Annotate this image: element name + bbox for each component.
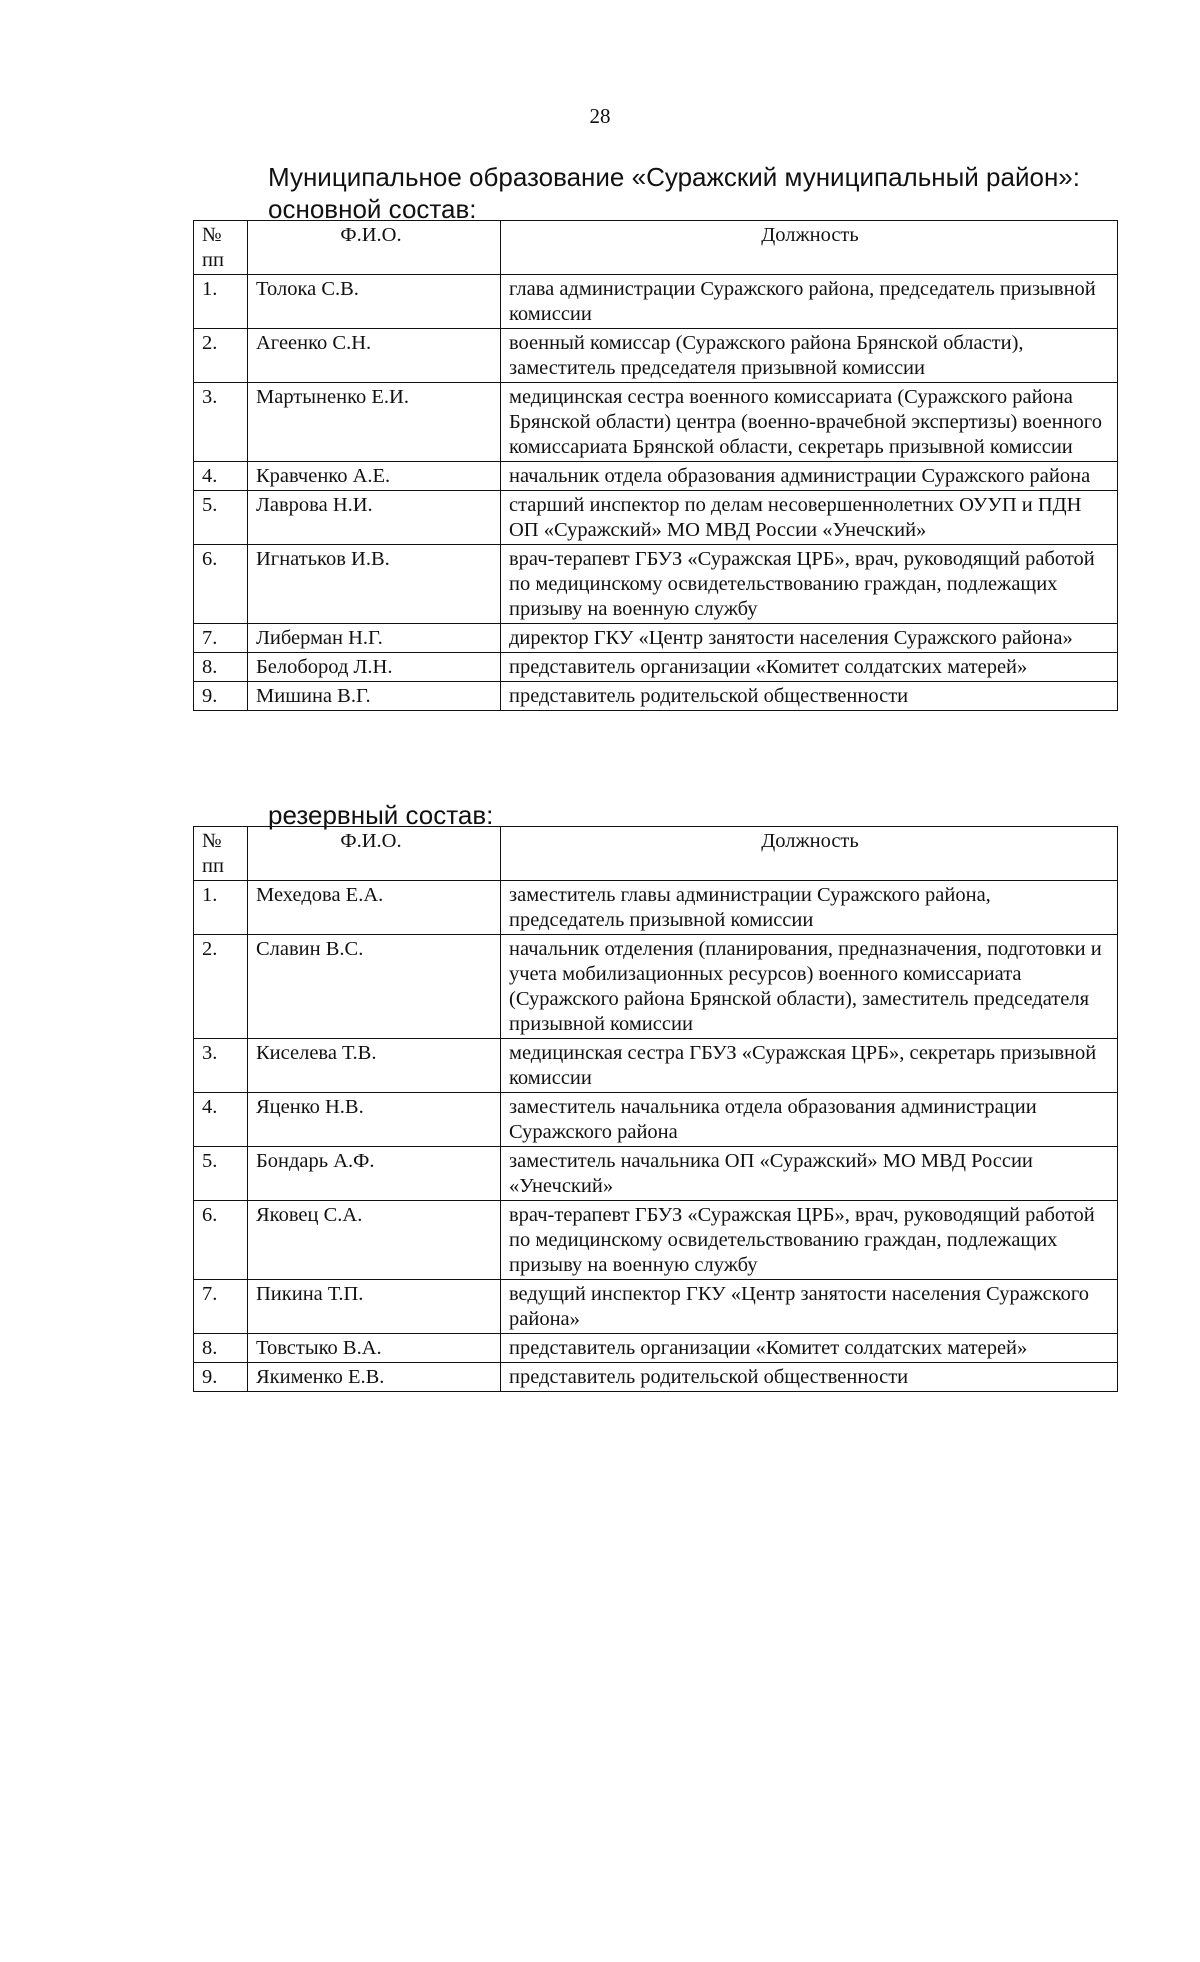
row-number: 3. xyxy=(194,1039,248,1093)
reserve-members-body xyxy=(194,881,1118,1392)
table-row xyxy=(194,275,1118,329)
member-name: Белобород Л.Н. xyxy=(248,653,501,682)
table-row xyxy=(194,682,1118,711)
header-number: № пп xyxy=(194,221,248,275)
table-row xyxy=(194,329,1118,383)
header-position: Должность xyxy=(501,221,1118,275)
row-number: 4. xyxy=(194,1093,248,1147)
member-name: Либерман Н.Г. xyxy=(248,624,501,653)
member-position: директор ГКУ «Центр занятости населения Суражского района» xyxy=(501,624,1118,653)
table-row xyxy=(194,1039,1118,1093)
member-position: медицинская сестра военного комиссариата (Суражского района Брянской области) центра (военно-врачебной экспертизы) военного комиссариата Брянской области, секретарь призывной комиссии xyxy=(501,383,1118,462)
row-number: 4. xyxy=(194,462,248,491)
header-number: № пп xyxy=(194,827,248,881)
member-name: Киселева Т.В. xyxy=(248,1039,501,1093)
table-row xyxy=(194,653,1118,682)
member-name: Якименко Е.В. xyxy=(248,1363,501,1392)
member-position: заместитель начальника отдела образования администрации Суражского района xyxy=(501,1093,1118,1147)
member-name: Славин В.С. xyxy=(248,935,501,1039)
row-number: 5. xyxy=(194,491,248,545)
table-row xyxy=(194,881,1118,935)
member-position: медицинская сестра ГБУЗ «Суражская ЦРБ», секретарь призывной комиссии xyxy=(501,1039,1118,1093)
table-row xyxy=(194,1334,1118,1363)
member-position: заместитель главы администрации Суражского района, председатель призывной комиссии xyxy=(501,881,1118,935)
member-position: врач-терапевт ГБУЗ «Суражская ЦРБ», врач, руководящий работой по медицинскому освидетельствованию граждан, подлежащих призыву на военную службу xyxy=(501,1201,1118,1280)
table-row xyxy=(194,1201,1118,1280)
page-number: 28 xyxy=(589,104,611,128)
member-position: представитель родительской общественности xyxy=(501,1363,1118,1392)
row-number: 5. xyxy=(194,1147,248,1201)
member-name: Мехедова Е.А. xyxy=(248,881,501,935)
table-row xyxy=(194,545,1118,624)
member-name: Игнатьков И.В. xyxy=(248,545,501,624)
reserve-composition-label: резервный состав: xyxy=(268,800,494,830)
table-row xyxy=(194,1147,1118,1201)
member-name: Кравченко А.Е. xyxy=(248,462,501,491)
member-name: Бондарь А.Ф. xyxy=(248,1147,501,1201)
member-position: старший инспектор по делам несовершеннолетних ОУУП и ПДН ОП «Суражский» МО МВД России «Унечский» xyxy=(501,491,1118,545)
header-full-name: Ф.И.О. xyxy=(248,221,501,275)
member-name: Толока С.В. xyxy=(248,275,501,329)
document-title: Муниципальное образование «Суражский муниципальный район»: xyxy=(268,162,1080,192)
member-position: глава администрации Суражского района, председатель призывной комиссии xyxy=(501,275,1118,329)
member-position: начальник отделения (планирования, предназначения, подготовки и учета мобилизационных ресурсов) военного комиссариата (Суражского района Брянской области), заместитель председателя призывной комиссии xyxy=(501,935,1118,1039)
member-position: заместитель начальника ОП «Суражский» МО МВД России «Унечский» xyxy=(501,1147,1118,1201)
row-number: 9. xyxy=(194,1363,248,1392)
row-number: 3. xyxy=(194,383,248,462)
member-name: Пикина Т.П. xyxy=(248,1280,501,1334)
table-row xyxy=(194,1093,1118,1147)
row-number: 1. xyxy=(194,881,248,935)
header-position: Должность xyxy=(501,827,1118,881)
row-number: 7. xyxy=(194,624,248,653)
row-number: 9. xyxy=(194,682,248,711)
row-number: 6. xyxy=(194,1201,248,1280)
table-header-row xyxy=(194,827,1118,881)
row-number: 2. xyxy=(194,329,248,383)
row-number: 8. xyxy=(194,653,248,682)
member-name: Яценко Н.В. xyxy=(248,1093,501,1147)
member-position: врач-терапевт ГБУЗ «Суражская ЦРБ», врач, руководящий работой по медицинскому освидетельствованию граждан, подлежащих призыву на военную службу xyxy=(501,545,1118,624)
member-position: представитель организации «Комитет солдатских матерей» xyxy=(501,1334,1118,1363)
table-row xyxy=(194,1280,1118,1334)
row-number: 1. xyxy=(194,275,248,329)
row-number: 8. xyxy=(194,1334,248,1363)
member-name: Агеенко С.Н. xyxy=(248,329,501,383)
table-row xyxy=(194,624,1118,653)
row-number: 6. xyxy=(194,545,248,624)
header-full-name: Ф.И.О. xyxy=(248,827,501,881)
table-row xyxy=(194,383,1118,462)
main-members-body xyxy=(194,275,1118,711)
member-position: представитель организации «Комитет солдатских матерей» xyxy=(501,653,1118,682)
table-row xyxy=(194,1363,1118,1392)
member-position: военный комиссар (Суражского района Брянской области), заместитель председателя призывной комиссии xyxy=(501,329,1118,383)
table-header-row xyxy=(194,221,1118,275)
table-row xyxy=(194,491,1118,545)
row-number: 7. xyxy=(194,1280,248,1334)
member-name: Мишина В.Г. xyxy=(248,682,501,711)
main-composition-table xyxy=(193,220,1118,711)
member-position: ведущий инспектор ГКУ «Центр занятости населения Суражского района» xyxy=(501,1280,1118,1334)
member-position: представитель родительской общественности xyxy=(501,682,1118,711)
member-name: Товстыко В.А. xyxy=(248,1334,501,1363)
table-row xyxy=(194,462,1118,491)
row-number: 2. xyxy=(194,935,248,1039)
reserve-composition-table xyxy=(193,826,1118,1392)
member-name: Лаврова Н.И. xyxy=(248,491,501,545)
table-row xyxy=(194,935,1118,1039)
main-composition-label: основной состав: xyxy=(268,194,477,224)
member-position: начальник отдела образования администрации Суражского района xyxy=(501,462,1118,491)
member-name: Мартыненко Е.И. xyxy=(248,383,501,462)
member-name: Яковец С.А. xyxy=(248,1201,501,1280)
